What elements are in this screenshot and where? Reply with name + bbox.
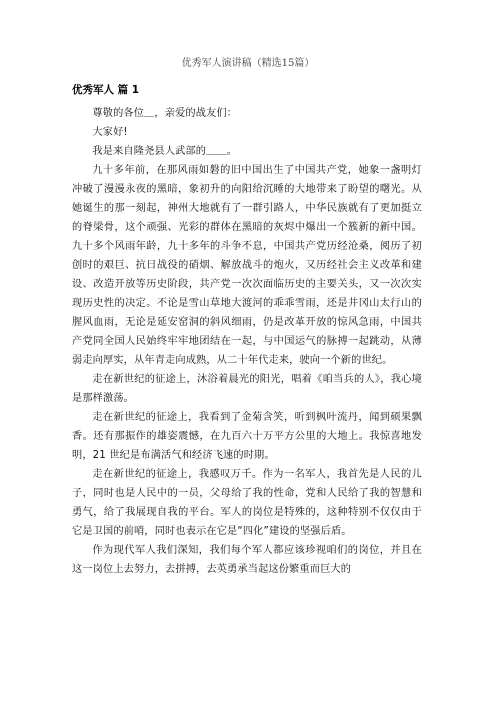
paragraph-salutation: 尊敬的各位＿，亲爱的战友们：: [92, 108, 238, 119]
paragraph-new-century-2: 走在新世纪的征途上，我看到了金菊含笑，听到枫叶流丹，闻到硕果飘香。还有那振作的雄姿震憾，在九百六十万平方公里的大地上。我惊喜地发明，21 世纪是布满活气和经济飞速的时期。: [72, 412, 422, 461]
paragraph-intro: 我是来自隆尧县人武部的＿＿。: [92, 146, 238, 157]
paragraph-modern-soldier: 作为现代军人我们深知，我们每个军人都应该珍视咱们的岗位，并且在这一岗位上去努力，去拼搏，去英勇承当起这份繁重而巨大的: [72, 545, 422, 575]
paragraph-greeting: 大家好!: [92, 127, 128, 138]
document-body: [72, 104, 422, 579]
section-heading: 优秀军人 篇 1: [72, 84, 140, 96]
paragraph-history: 九十多年前，在那风雨如磐的旧中国出生了中国共产党，她象一盏明灯冲破了漫漫永夜的黑暗，象初升的向阳给沉睡的大地带来了盼望的曙光。从她诞生的那一刻起，神州大地就有了一群引路人，中华民族就有了更加挺立的脊梁骨，这个顽强、光彩的群体在黑暗的灰烬中爆出一个簇新的新中国。九十多个风雨年龄，九十多年的斗争不息，中国共产党历经沧桑，阅历了初创时的艰巨、抗日战役的硝烟、解放战斗的炮火，又历经社会主义改革和建设、改造开放等历史阶段，共产党一次次面临历史的主要关头，又一次次实现历史性的决定。不论是雪山草地大渡河的乖乖雪雨，还是井冈山太行山的腥风血雨，无论是延安窑洞的斜风细雨，仍是改革开放的惊风急雨，中国共产党同全国人民始终牢牢地团结在一起，与中国运气的脉搏一起跳动，从薄弱走向厚实，从年青走向成熟，从二十年代走来，驶向一个新的世纪。: [72, 165, 422, 366]
paragraph-new-century-1: 走在新世纪的征途上，沐浴着晨光的阳光，唱着《咱当兵的人》，我心境是那样激荡。: [72, 374, 422, 404]
paragraph-new-century-3: 走在新世纪的征途上，我感叹万千。作为一名军人，我首先是人民的儿子，同时也是人民中的一员，父母给了我的性命，党和人民给了我的智慧和勇气，给了我展现自我的平台。军人的岗位是特殊的，这种特别不仅仅由于它是卫国的前哨，同时也表示在它是“四化”建设的坚强后盾。: [72, 469, 422, 537]
document-title: 优秀军人演讲稿（精选15篇）: [181, 58, 315, 69]
